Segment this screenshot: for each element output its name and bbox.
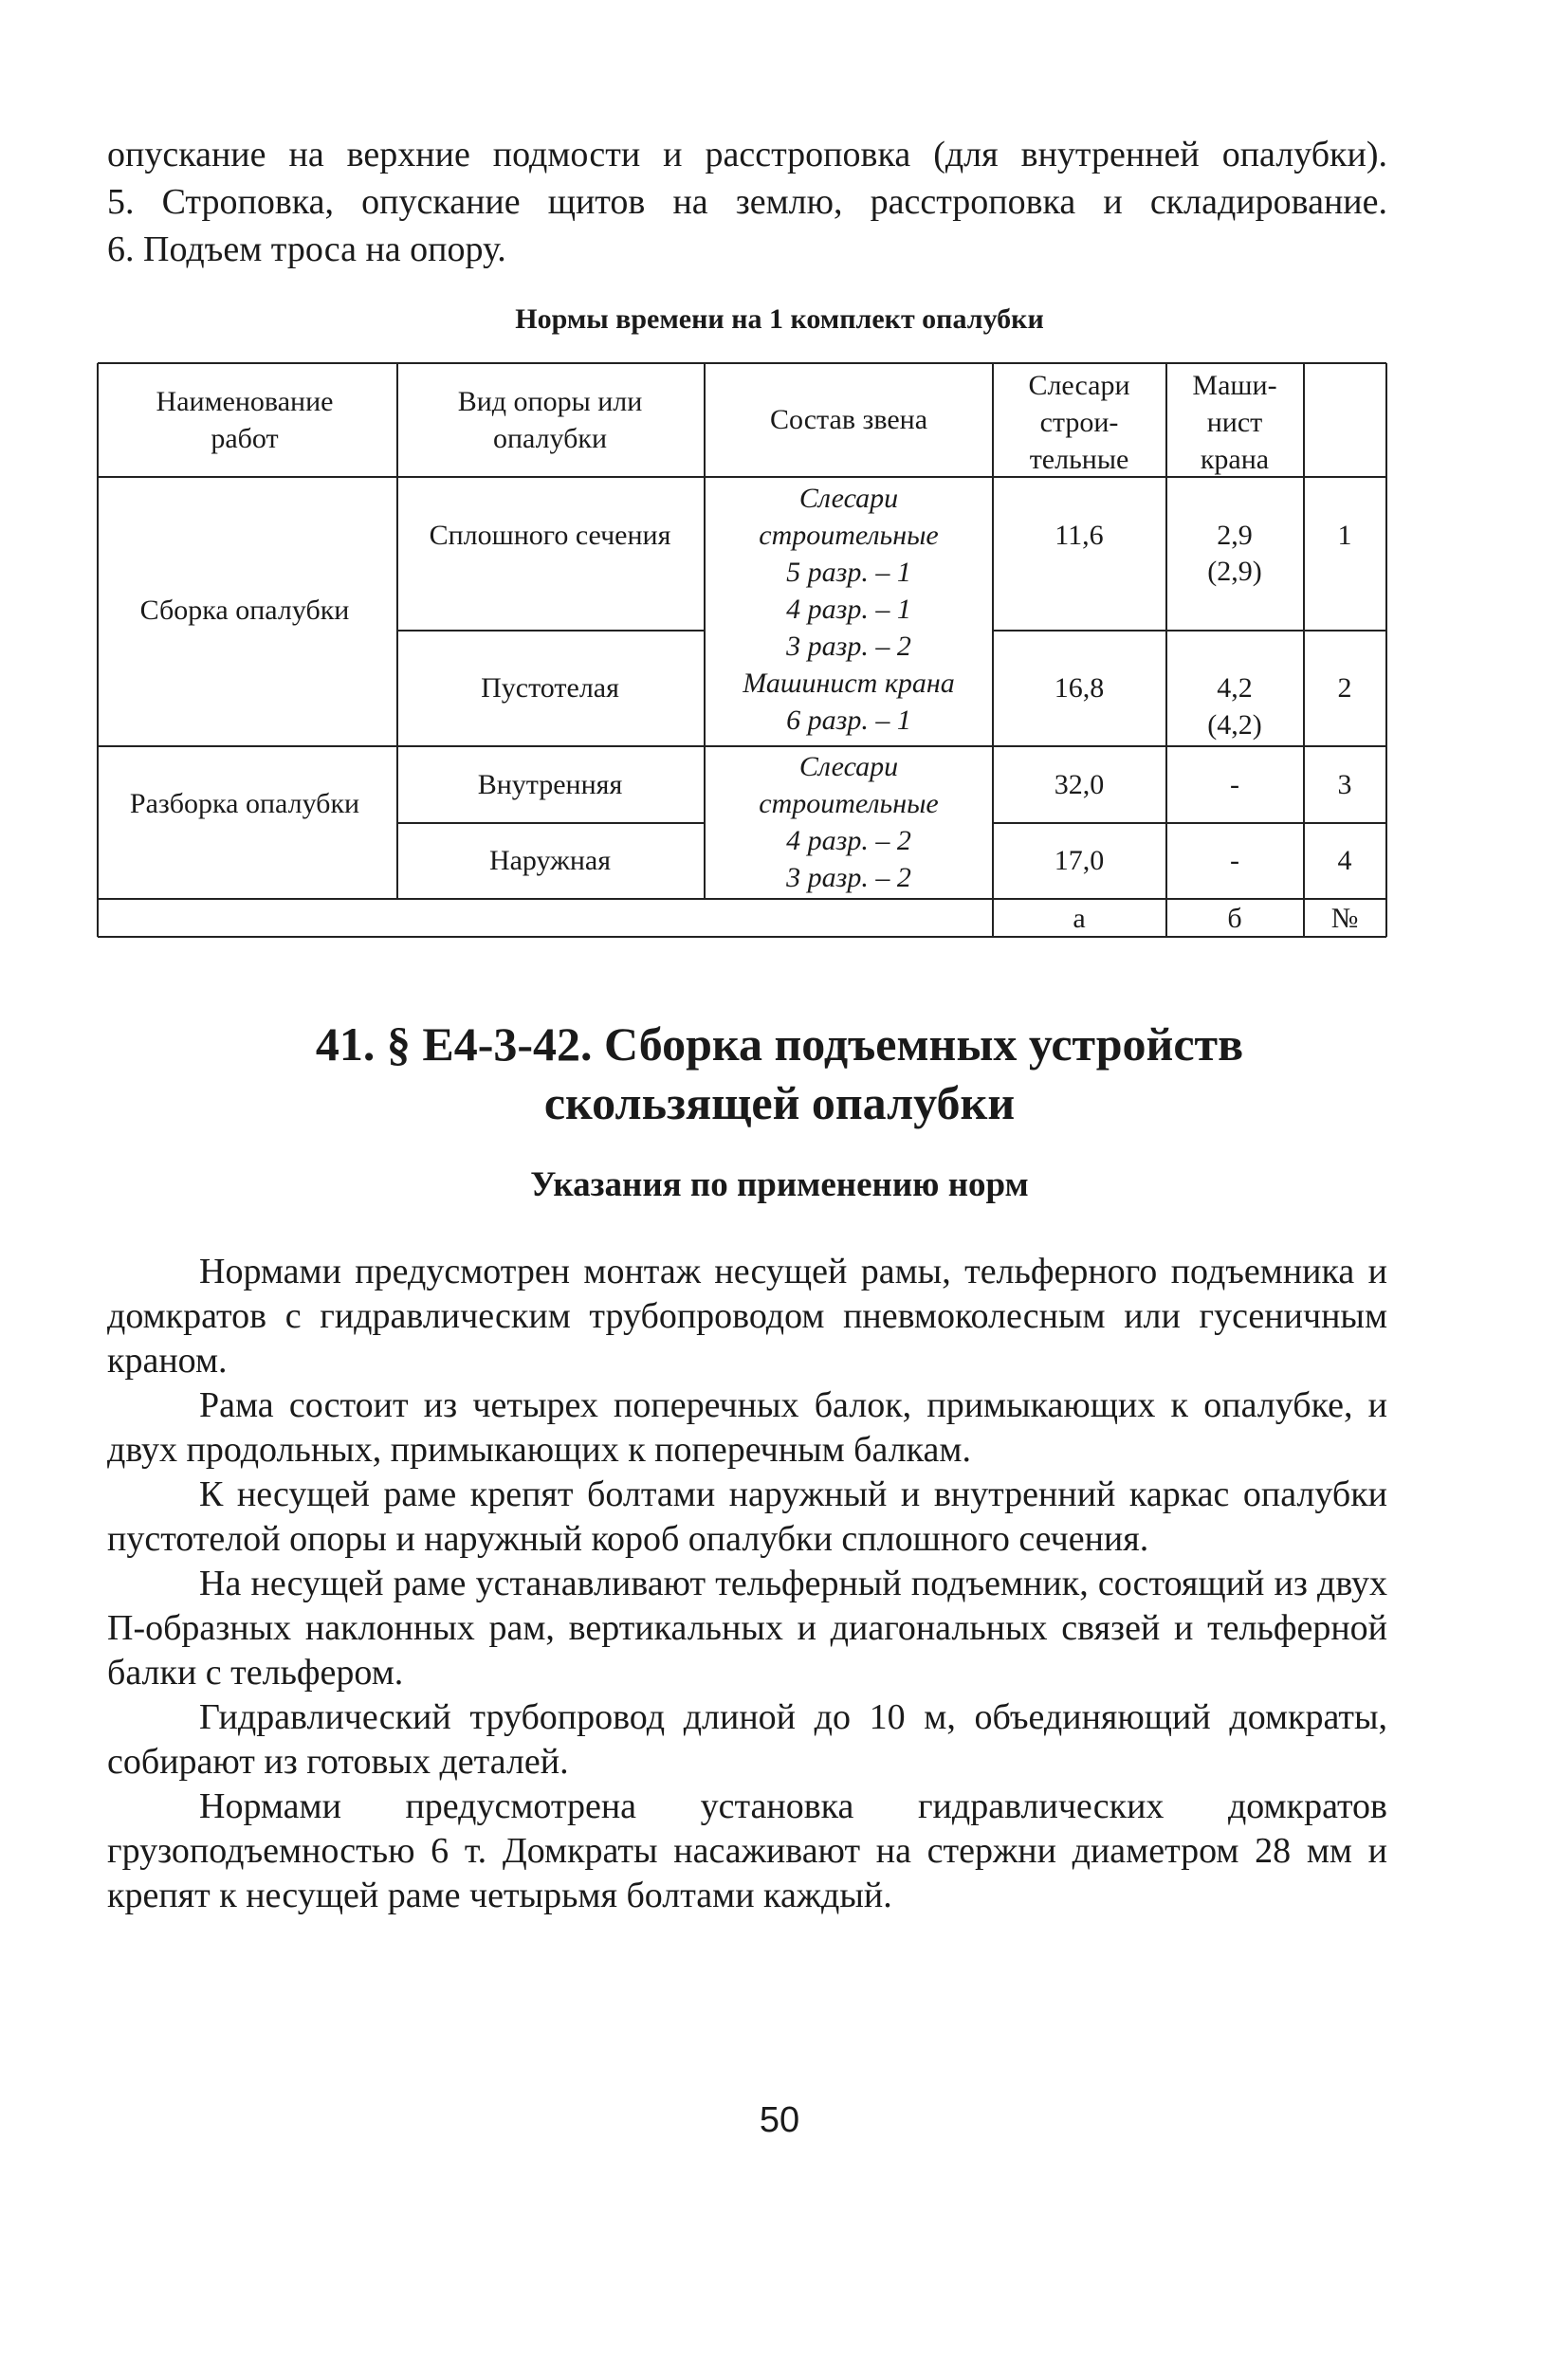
operator-value: - [1230,845,1239,876]
footer-col-no: № [1330,903,1359,934]
header-type-line-1: Вид опоры или [457,386,643,417]
header-work-line-2: работ [211,423,279,454]
fitters-value: 32,0 [1054,769,1105,800]
header-operator-line-1: Маши- [1192,370,1277,401]
paragraph: Нормами предусмотрена установка гидравлических домкратов грузоподъемностью 6 т. Домкраты насаживают на стержни диаметром 28 мм и крепят к несущей раме четырьмя болтами каждый. [107,1786,1387,1915]
row-number: 3 [1337,769,1352,800]
crew-line: 3 разр. – 2 [786,862,911,893]
crew-line: 4 разр. – 2 [786,825,911,856]
header-fitters-line-1: Слесари [1028,370,1130,401]
intro-line-1: опускание на верхние подмости и расстроповка (для внутренней опалубки). [107,135,1387,174]
paragraph: Рама состоит из четырех поперечных балок, примыкающих к опалубке, и двух продольных, примыкающих к поперечным балкам. [107,1385,1387,1470]
header-operator-line-3: крана [1200,444,1270,475]
operator-value: 2,9 [1217,520,1253,551]
crew-line: 6 разр. – 1 [786,705,911,736]
formwork-type-solid: Сплошного сечения [429,520,671,551]
fitters-value: 17,0 [1054,845,1105,876]
formwork-type-outer: Наружная [488,845,612,876]
row-number: 2 [1337,672,1352,704]
crew-line: 5 разр. – 1 [786,557,911,588]
paragraph: Нормами предусмотрен монтаж несущей рамы, тельферного подъемника и домкратов с гидравлическим трубопроводом пневмоколесным или гусеничным краном. [107,1252,1387,1381]
row-number: 1 [1337,520,1352,551]
table-title: Нормы времени на 1 комплект опалубки [515,303,1044,335]
page-number: 50 [759,2100,800,2140]
formwork-type-hollow: Пустотелая [481,672,619,704]
intro-line-3: 6. Подъем троса на опору. [107,229,506,269]
crew-line: Слесари [798,483,899,514]
row-number: 4 [1337,845,1352,876]
header-crew: Состав звена [769,404,928,435]
crew-line: 4 разр. – 1 [786,594,911,625]
section-title [0,1015,1559,1132]
crew-line: 3 разр. – 2 [786,631,911,662]
work-name-disassembly: Разборка опалубки [129,788,360,819]
fitters-value: 11,6 [1055,520,1104,551]
section-subtitle: Указания по применению норм [530,1165,1029,1204]
crew-line: Слесари [798,751,899,782]
formwork-type-inner: Внутренняя [477,769,623,800]
norms-table [0,0,1559,948]
footer-col-a: а [1073,903,1086,934]
paragraph: На несущей раме устанавливают тельферный подъемник, состоящий из двух П-образных наклонных рам, вертикальных и диагональных связей и тельферной балки с тельфером. [107,1564,1387,1693]
section-title-line-2: скользящей опалубки [543,1076,1016,1129]
operator-value-alt: (2,9) [1207,556,1262,587]
work-name-assembly: Сборка опалубки [139,595,350,626]
crew-line: строительные [759,520,939,551]
header-fitters-line-3: тельные [1029,444,1129,475]
paragraph: Гидравлический трубопровод длиной до 10 м, объединяющий домкраты, собирают из готовых деталей. [107,1697,1387,1782]
header-type-line-2: опалубки [492,423,608,454]
crew-line: Машинист крана [743,668,955,699]
header-fitters-line-2: строи- [1039,407,1119,438]
footer-col-b: б [1227,903,1242,934]
header-work-line-1: Наименование [156,386,334,417]
operator-value-alt: (4,2) [1207,709,1262,741]
section-title-line-1: 41. § Е4-3-42. Сборка подъемных устройств [315,1017,1244,1071]
fitters-value: 16,8 [1054,672,1105,704]
header-operator-line-2: нист [1206,407,1263,438]
paragraph: К несущей раме крепят болтами наружный и внутренний каркас опалубки пустотелой опоры и наружный короб опалубки сплошного сечения. [107,1474,1387,1559]
crew-line: строительные [759,788,939,819]
operator-value: - [1230,769,1239,800]
body-text [107,1250,1387,1918]
intro-line-2: 5. Строповка, опускание щитов на землю, расстроповка и складирование. [107,182,1387,222]
operator-value: 4,2 [1217,672,1253,704]
